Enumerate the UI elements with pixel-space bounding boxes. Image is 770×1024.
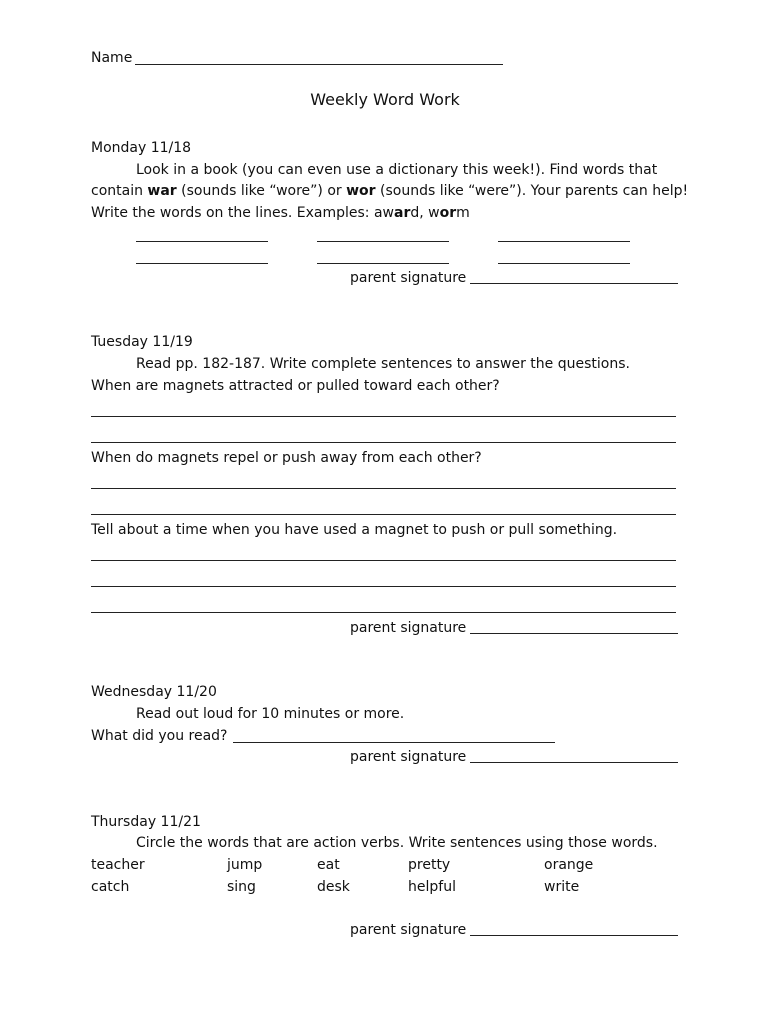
tuesday-heading: Tuesday 11/19: [91, 334, 193, 350]
answer-line[interactable]: [91, 514, 676, 515]
thursday-parent-signature: [350, 923, 678, 937]
word-line[interactable]: [136, 263, 268, 264]
tuesday-instruction: Read pp. 182-187. Write complete sentences to answer the questions.: [136, 356, 630, 372]
wednesday-question: What did you read?: [91, 728, 228, 744]
word-line[interactable]: [498, 263, 630, 264]
word-choice[interactable]: jump: [227, 857, 263, 873]
word-choice[interactable]: sing: [227, 879, 256, 895]
word-choice[interactable]: pretty: [408, 857, 451, 873]
monday-instruction-line2: contain war (sounds like “wore”) or wor (sounds like “were”). Your parents can help!: [91, 183, 689, 199]
answer-line[interactable]: [91, 612, 676, 613]
word-line[interactable]: [317, 263, 449, 264]
word-choice[interactable]: desk: [317, 879, 350, 895]
signature-label: parent signature: [350, 749, 467, 765]
word-line[interactable]: [136, 241, 268, 242]
signature-label: parent signature: [350, 270, 467, 286]
word-choice[interactable]: teacher: [91, 857, 145, 873]
word-choice[interactable]: catch: [91, 879, 130, 895]
answer-line[interactable]: [91, 416, 676, 417]
page-title: Weekly Word Work: [310, 90, 460, 109]
reading-answer-line[interactable]: [233, 742, 555, 743]
monday-instruction-line1: Look in a book (you can even use a dictionary this week!). Find words that: [136, 162, 658, 178]
monday-instruction-line3: Write the words on the lines. Examples: award, worm: [91, 205, 470, 221]
wednesday-heading: Wednesday 11/20: [91, 684, 217, 700]
tuesday-question-1: When are magnets attracted or pulled toward each other?: [91, 378, 500, 394]
answer-line[interactable]: [91, 488, 676, 489]
signature-line[interactable]: [470, 283, 678, 284]
signature-label: parent signature: [350, 922, 467, 938]
monday-heading: Monday 11/18: [91, 140, 192, 156]
word-choice[interactable]: eat: [317, 857, 340, 873]
wednesday-parent-signature: [350, 750, 678, 764]
word-choice[interactable]: helpful: [408, 879, 456, 895]
monday-parent-signature: [350, 271, 678, 285]
thursday-heading: Thursday 11/21: [91, 814, 201, 830]
answer-line[interactable]: [91, 560, 676, 561]
word-choice[interactable]: write: [544, 879, 580, 895]
tuesday-parent-signature: [350, 621, 678, 635]
answer-line[interactable]: [91, 442, 676, 443]
tuesday-question-2: When do magnets repel or push away from each other?: [91, 450, 482, 466]
thursday-instruction: Circle the words that are action verbs. Write sentences using those words.: [136, 835, 658, 851]
signature-label: parent signature: [350, 620, 467, 636]
signature-line[interactable]: [470, 935, 678, 936]
word-line[interactable]: [498, 241, 630, 242]
name-line[interactable]: [135, 64, 503, 65]
word-line[interactable]: [317, 241, 449, 242]
tuesday-question-3: Tell about a time when you have used a magnet to push or pull something.: [91, 522, 618, 538]
name-label: Name: [91, 50, 133, 66]
wednesday-instruction: Read out loud for 10 minutes or more.: [136, 706, 405, 722]
signature-line[interactable]: [470, 762, 678, 763]
signature-line[interactable]: [470, 633, 678, 634]
word-choice[interactable]: orange: [544, 857, 594, 873]
answer-line[interactable]: [91, 586, 676, 587]
